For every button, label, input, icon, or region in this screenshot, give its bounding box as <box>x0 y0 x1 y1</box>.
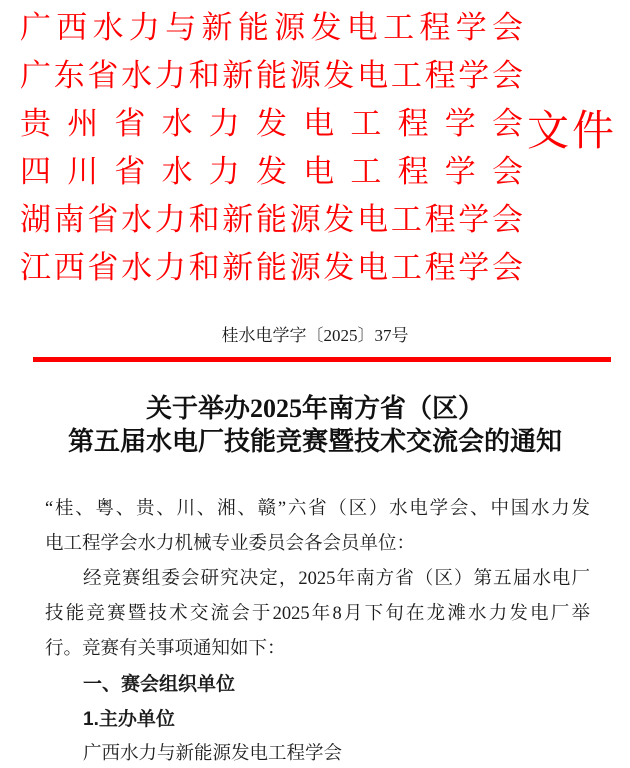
issuer-line: 贵州省水力发电工程学会 <box>20 106 523 141</box>
body-line-salutation-2: 电工程学会水力机械专业委员会各会员单位： <box>45 534 416 554</box>
red-separator-line <box>33 357 611 362</box>
body-line-paragraph-3: 行。竞赛有关事项通知如下： <box>45 639 286 659</box>
body-line-paragraph-2: 技能竞赛暨技术交流会于2025年8月下旬在龙滩水力发电厂举 <box>45 604 590 624</box>
issuer-line: 广西水力与新能源发电工程学会 <box>20 10 523 45</box>
section-heading: 一、赛会组织单位 <box>83 674 236 695</box>
title-line-2: 第五届水电厂技能竞赛暨技术交流会的通知 <box>67 427 562 456</box>
body-line-paragraph-1: 经竞赛组委会研究决定，2025年南方省（区）第五届水电厂 <box>83 569 590 589</box>
issuer-line: 湖南省水力和新能源发电工程学会 <box>20 202 523 237</box>
title-line-1: 关于举办2025年南方省（区） <box>145 394 484 423</box>
document-title <box>0 392 630 458</box>
subsection-heading: 1.主办单位 <box>83 709 175 730</box>
letterhead-issuer-list <box>20 4 523 292</box>
issuer-line: 江西省水力和新能源发电工程学会 <box>20 250 523 285</box>
body-line-salutation-1: “桂、粤、贵、川、湘、赣”六省（区）水电学会、中国水力发 <box>45 499 590 519</box>
reference-number: 桂水电学字〔2025〕37号 <box>221 326 409 345</box>
issuer-line: 四川省水力发电工程学会 <box>20 154 523 189</box>
issuer-line: 广东省水力和新能源发电工程学会 <box>20 58 523 93</box>
body-line-organizer: 广西水力与新能源发电工程学会 <box>83 744 343 764</box>
document-body <box>45 492 590 768</box>
document-type-label: 文件 <box>527 109 618 155</box>
